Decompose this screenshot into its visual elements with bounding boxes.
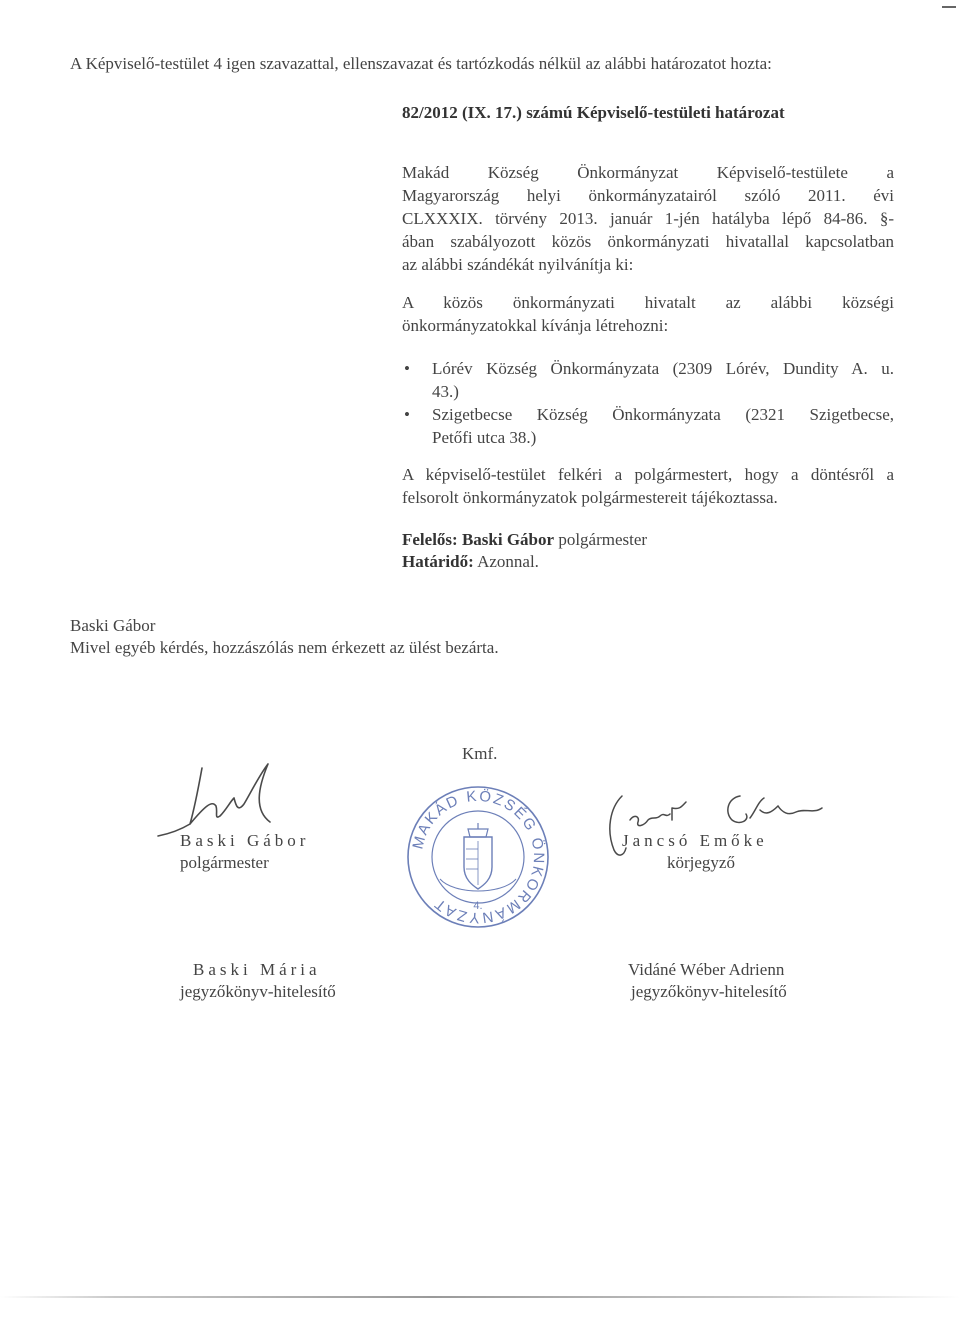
- list-item-line: Lórév Község Önkormányzata (2309 Lórév, Dundity A. u.: [432, 359, 894, 378]
- paragraph-line: CLXXXIX. törvény 2013. január 1-jén hatályba lépő 84-86. §-: [402, 209, 894, 228]
- mayor-name: Baski Gábor: [180, 831, 310, 850]
- paragraph-request: [402, 463, 894, 509]
- closing-text: Mivel egyéb kérdés, hozzászólás nem érkezett az ülést bezárta.: [70, 638, 499, 657]
- paragraph-line: A közös önkormányzati hivatalt az alábbi községi: [402, 293, 894, 312]
- paragraph-intent: [402, 161, 894, 276]
- paragraph-partners: [402, 291, 894, 337]
- scan-edge-line: [0, 1296, 960, 1298]
- paragraph-line: önkormányzatokkal kívánja létrehozni:: [402, 316, 669, 335]
- paragraph-line: ában szabályozott közös önkormányzati hivatallal kapcsolatban: [402, 232, 894, 251]
- authenticator2-name: Vidáné Wéber Adrienn: [628, 960, 785, 979]
- municipality-list: [402, 357, 894, 449]
- closing-name: Baski Gábor: [70, 616, 156, 635]
- list-item-line: Szigetbecse Község Önkormányzata (2321 Szigetbecse,: [432, 405, 894, 424]
- paragraph-line: A képviselő-testület felkéri a polgármestert, hogy a döntésről a: [402, 465, 894, 484]
- authenticator1-name: Baski Mária: [193, 960, 321, 979]
- deadline-label: Határidő:: [402, 552, 474, 571]
- responsible-label: Felelős:: [402, 530, 458, 549]
- deadline-value: Azonnal.: [477, 552, 539, 571]
- svg-text:4.: 4.: [473, 900, 483, 912]
- authenticator2-role: jegyzőkönyv-hitelesítő: [631, 982, 787, 1001]
- responsible-name: Baski Gábor: [461, 530, 555, 549]
- responsible-line: [402, 528, 647, 551]
- list-item: [402, 403, 894, 449]
- header-line: A Képviselő-testület 4 igen szavazattal, ellenszavazat és tartózkodás nélkül az alábbi határozatot hozta:: [70, 54, 772, 73]
- kmf-label: Kmf.: [462, 744, 498, 763]
- resolution-title: 82/2012 (IX. 17.) számú Képviselő-testületi határozat: [402, 103, 785, 122]
- responsible-role: polgármester: [558, 530, 648, 549]
- notary-role: körjegyző: [667, 853, 735, 872]
- paragraph-line: Magyarország helyi önkormányzatairól szóló 2011. évi: [402, 186, 894, 205]
- bullet-icon: •: [404, 405, 410, 424]
- deadline-line: [402, 550, 539, 573]
- paragraph-line: felsorolt önkormányzatok polgármestereit tájékoztassa.: [402, 488, 778, 507]
- notary-name: Jancsó Emőke: [622, 831, 768, 850]
- corner-mark: [942, 6, 956, 8]
- bullet-icon: •: [404, 359, 410, 378]
- list-item-line: Petőfi utca 38.): [432, 428, 537, 447]
- stamp-text: MAKÁD KÖZSÉG ÖNKORMÁNYZAT: [409, 787, 548, 927]
- official-stamp: [404, 783, 552, 931]
- paragraph-line: az alábbi szándékát nyilvánítja ki:: [402, 255, 634, 274]
- mayor-role: polgármester: [180, 853, 269, 872]
- paragraph-line: Makád Község Önkormányzat Képviselő-testülete a: [402, 163, 894, 182]
- list-item: [402, 357, 894, 403]
- list-item-line: 43.): [432, 382, 459, 401]
- authenticator1-role: jegyzőkönyv-hitelesítő: [180, 982, 336, 1001]
